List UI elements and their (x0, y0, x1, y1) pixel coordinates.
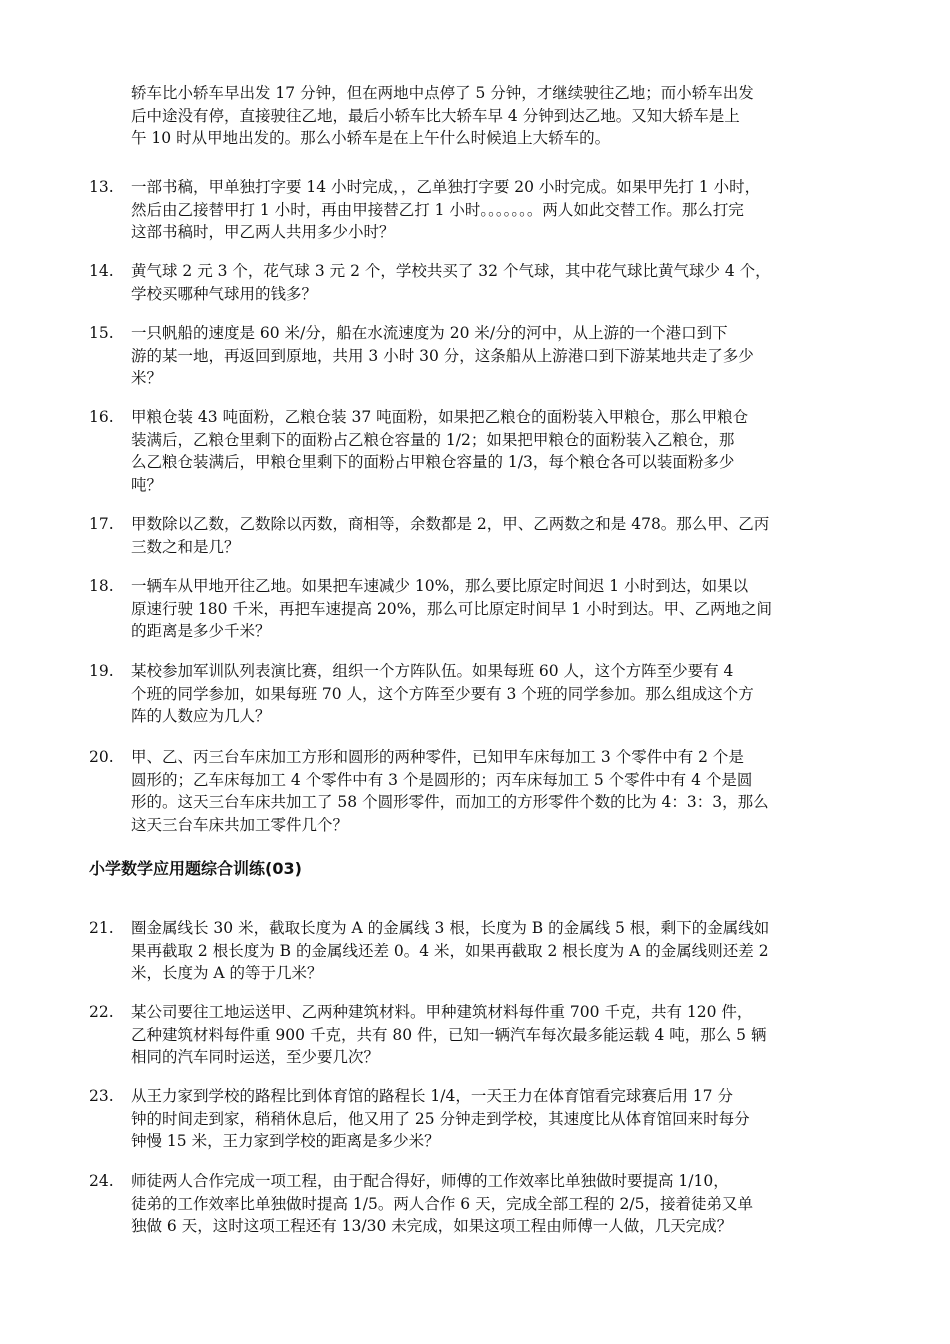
problem-24 (89, 1170, 864, 1238)
text-line: 这天三台车床共加工零件几个？ (131, 815, 349, 834)
problem-number: 15. (89, 324, 114, 342)
text-line: 黄气球 2 元 3 个，花气球 3 元 2 个，学校共买了 32 个气球，其中花气球比黄气球少 4 个， (131, 262, 771, 280)
text-line: 独做 6 天，这时这项工程还有 13/30 未完成，如果这项工程由师傅一人做，几天完成？ (131, 1217, 733, 1235)
text-line: 原速行驶 180 千米，再把车速提高 20%，那么可比原定时间早 1 小时到达。甲、乙两地之间 (131, 599, 773, 618)
problem-20 (89, 746, 864, 836)
text-line: 甲、乙、丙三台车床加工方形和圆形的两种零件，已知甲车床每加工 3 个零件中有 2 个是 (131, 748, 744, 766)
problem-19 (89, 660, 864, 728)
problem-21 (89, 917, 864, 985)
text-line: 乙种建筑材料每件重 900 千克，共有 80 件，已知一辆汽车每次最多能运载 4 吨，那么 5 辆 (131, 1025, 767, 1044)
problem-14 (89, 260, 864, 305)
text-line: 师徒两人合作完成一项工程，由于配合得好，师傅的工作效率比单独做时要提高 1/10， (131, 1172, 729, 1190)
text-line: 午 10 时从甲地出发的。那么小轿车是在上午什么时候追上大轿车的。 (131, 129, 611, 147)
problem-number: 23. (89, 1087, 114, 1105)
problem-number: 13. (89, 178, 114, 196)
problem-number: 24. (89, 1172, 114, 1190)
section-heading: 小学数学应用题综合训练(03) (89, 859, 302, 878)
text-line: 米，长度为 A 的等于几米？ (131, 964, 323, 982)
text-line: 圈金属线长 30 米，截取长度为 A 的金属线 3 根，长度为 B 的金属线 5 根，剩下的金属线如 (131, 919, 770, 937)
text-line: 甲数除以乙数，乙数除以丙数，商相等，余数都是 2，甲、乙两数之和是 478。那么甲、乙丙 (131, 515, 770, 533)
text-line: 的距离是多少千米？ (131, 622, 271, 640)
text-line: 么乙粮仓装满后，甲粮仓里剩下的面粉占甲粮仓容量的 1/3，每个粮仓各可以装面粉多少 (131, 453, 735, 471)
problem-number: 16. (89, 408, 114, 426)
text-line: 这部书稿时，甲乙两人共用多少小时？ (131, 223, 395, 241)
text-line: 轿车比小轿车早出发 17 分钟，但在两地中点停了 5 分钟，才继续驶往乙地；而小轿车出发 (131, 84, 754, 102)
problem-17 (89, 513, 864, 558)
text-line: 装满后，乙粮仓里剩下的面粉占乙粮仓容量的 1/2；如果把甲粮仓的面粉装入乙粮仓，那 (131, 430, 735, 449)
text-line: 阵的人数应为几人？ (131, 707, 271, 725)
problem-18 (89, 575, 864, 643)
text-line: 钟慢 15 米，王力家到学校的距离是多少米？ (131, 1132, 440, 1150)
problem-number: 18. (89, 577, 114, 595)
problem-12-continuation (131, 82, 861, 150)
text-line: 后中途没有停，直接驶往乙地，最后小轿车比大轿车早 4 分钟到达乙地。又知大轿车是上 (131, 106, 740, 125)
text-line: 从王力家到学校的路程比到体育馆的路程长 1/4，一天王力在体育馆看完球赛后用 17 分 (131, 1087, 733, 1105)
problem-23 (89, 1085, 864, 1153)
text-line: 果再截取 2 根长度为 B 的金属线还差 0。4 米，如果再截取 2 根长度为 A 的金属线则还差 2 (131, 941, 769, 960)
problem-22 (89, 1001, 864, 1069)
problem-13 (89, 176, 864, 244)
text-line: 游的某一地，再返回到原地，共用 3 小时 30 分，这条船从上游港口到下游某地共走了多少 (131, 346, 754, 365)
text-line: 一只帆船的速度是 60 米/分，船在水流速度为 20 米/分的河中，从上游的一个港口到下 (131, 324, 728, 342)
text-line: 学校买哪种气球用的钱多？ (131, 284, 318, 303)
text-line: 相同的汽车同时运送，至少要几次？ (131, 1048, 380, 1066)
text-line: 米？ (131, 369, 163, 387)
text-line: 形的。这天三台车床共加工了 58 个圆形零件，而加工的方形零件个数的比为 4：3：3，那么 (131, 793, 769, 811)
text-line: 某公司要往工地运送甲、乙两种建筑材料。甲种建筑材料每件重 700 千克，共有 120 件， (131, 1003, 753, 1021)
text-line: 钟的时间走到家，稍稍休息后，他又用了 25 分钟走到学校，其速度比从体育馆回来时每分 (131, 1109, 750, 1128)
problem-number: 14. (89, 262, 114, 280)
problem-number: 20. (89, 748, 114, 766)
problem-number: 21. (89, 919, 114, 937)
problem-number: 22. (89, 1003, 114, 1021)
text-line: 三数之和是几？ (131, 537, 240, 556)
text-line: 个班的同学参加，如果每班 70 人，这个方阵至少要有 3 个班的同学参加。那么组成这个方 (131, 684, 754, 703)
text-line: 某校参加军训队列表演比赛，组织一个方阵队伍。如果每班 60 人，这个方阵至少要有 4 (131, 662, 734, 680)
text-line: 然后由乙接替甲打 1 小时，再由甲接替乙打 1 小时。。。。。。。两人如此交替工作。那么打完 (131, 200, 744, 219)
text-line: 吨？ (131, 475, 163, 494)
text-line: 圆形的；乙车床每加工 4 个零件中有 3 个是圆形的；丙车床每加工 5 个零件中有 4 个是圆 (131, 770, 753, 789)
text-line: 徒弟的工作效率比单独做时提高 1/5。两人合作 6 天，完成全部工程的 2/5，接着徒弟又单 (131, 1194, 753, 1213)
problem-number: 17. (89, 515, 114, 533)
text-line: 一部书稿，甲单独打字要 14 小时完成，，乙单独打字要 20 小时完成。如果甲先打 1 小时， (131, 178, 761, 196)
text-line: 一辆车从甲地开往乙地。如果把车速减少 10%，那么要比原定时间迟 1 小时到达，如果以 (131, 577, 749, 595)
text-line: 甲粮仓装 43 吨面粉，乙粮仓装 37 吨面粉，如果把乙粮仓的面粉装入甲粮仓，那么甲粮仓 (131, 408, 749, 426)
problem-15 (89, 322, 864, 390)
problem-16 (89, 406, 864, 496)
problem-number: 19. (89, 662, 114, 680)
